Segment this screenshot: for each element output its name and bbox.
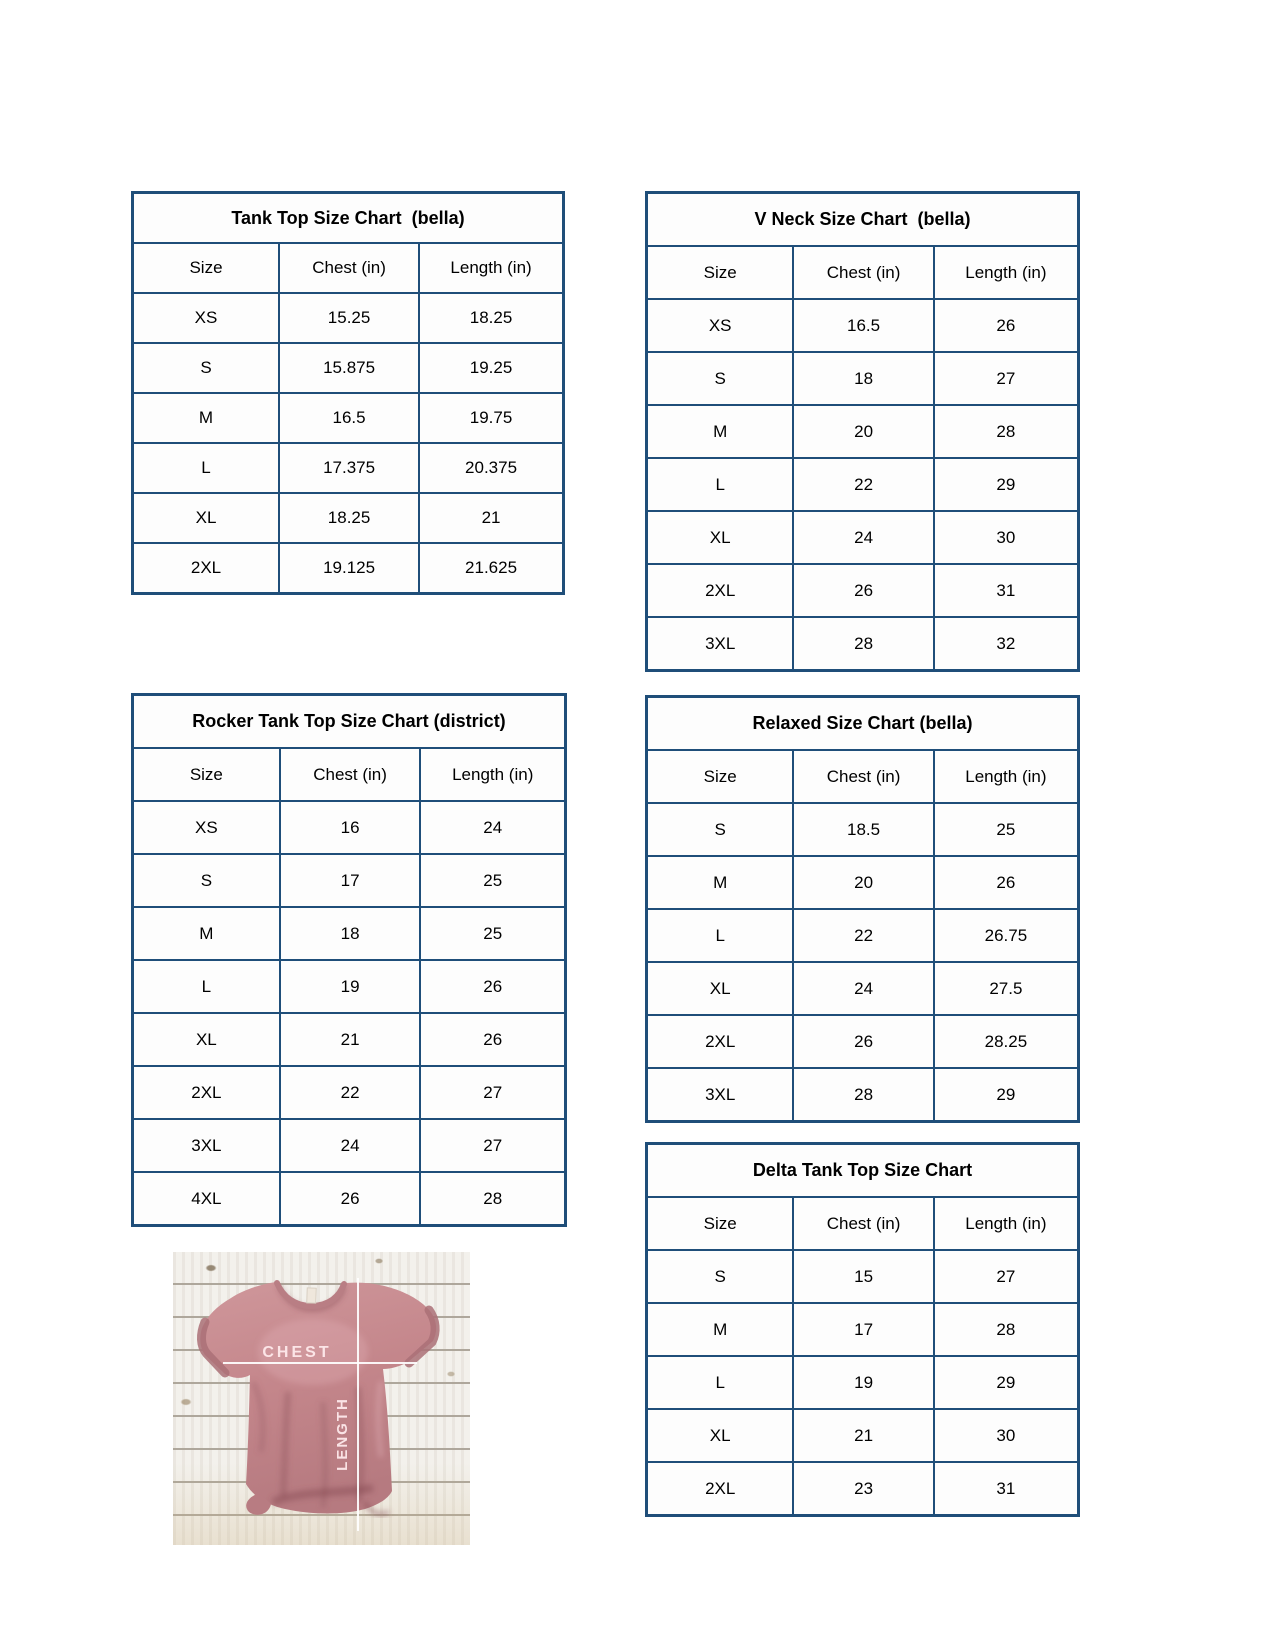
shirt-body <box>200 1282 436 1514</box>
table-row <box>133 493 564 543</box>
table-cell: 28.25 <box>934 1015 1079 1068</box>
table-cell: 31 <box>934 564 1079 617</box>
table-cell: 18.5 <box>793 803 933 856</box>
table-row <box>647 909 1079 962</box>
column-header: Length (in) <box>420 748 565 801</box>
table-row <box>647 405 1079 458</box>
table-row <box>647 617 1079 671</box>
column-header: Length (in) <box>419 243 563 293</box>
table-cell: 26 <box>934 299 1079 352</box>
tank-top-size-chart <box>131 191 565 595</box>
column-header: Chest (in) <box>280 748 421 801</box>
column-header: Length (in) <box>934 750 1079 803</box>
table-cell: 30 <box>934 1409 1079 1462</box>
table-cell: 27.5 <box>934 962 1079 1015</box>
table-cell: 21 <box>280 1013 421 1066</box>
table-cell: 28 <box>934 405 1079 458</box>
table-cell: 20 <box>793 856 933 909</box>
table-cell: 21 <box>419 493 563 543</box>
delta-tank-top-size-chart-table <box>645 1142 1080 1517</box>
table-cell: 18 <box>793 352 933 405</box>
table-row <box>647 1356 1079 1409</box>
table-cell: L <box>647 909 794 962</box>
table-cell: 3XL <box>647 617 794 671</box>
table-cell: 26 <box>793 564 933 617</box>
table-cell: 29 <box>934 1068 1079 1122</box>
column-header: Chest (in) <box>279 243 419 293</box>
table-cell: 31 <box>934 1462 1079 1516</box>
table-cell: 17.375 <box>279 443 419 493</box>
table-cell: 19.125 <box>279 543 419 594</box>
table-cell: XL <box>133 1013 280 1066</box>
table-row <box>133 443 564 493</box>
table-row <box>647 1462 1079 1516</box>
table-cell: 20.375 <box>419 443 563 493</box>
table-cell: 25 <box>420 907 565 960</box>
table-cell: 28 <box>420 1172 565 1226</box>
table-cell: 24 <box>280 1119 421 1172</box>
table-cell: 27 <box>934 352 1079 405</box>
rocker-tank-top-size-chart <box>131 693 567 1227</box>
table-cell: S <box>133 343 280 393</box>
table-cell: 22 <box>280 1066 421 1119</box>
table-cell: S <box>647 803 794 856</box>
table-cell: 22 <box>793 458 933 511</box>
delta-tank-top-size-chart <box>645 1142 1080 1517</box>
table-cell: 19 <box>793 1356 933 1409</box>
table-cell: 3XL <box>647 1068 794 1122</box>
chest-label: CHEST <box>262 1344 332 1361</box>
column-header: Chest (in) <box>793 246 933 299</box>
table-row <box>133 343 564 393</box>
table-row <box>133 1172 566 1226</box>
column-header: Length (in) <box>934 246 1079 299</box>
table-cell: L <box>133 443 280 493</box>
table-cell: 3XL <box>133 1119 280 1172</box>
table-cell: XS <box>647 299 794 352</box>
table-cell: M <box>647 405 794 458</box>
table-cell: 19.75 <box>419 393 563 443</box>
table-cell: 24 <box>420 801 565 854</box>
table-cell: M <box>133 907 280 960</box>
column-header: Size <box>647 750 794 803</box>
column-header: Size <box>133 748 280 801</box>
table-row <box>133 543 564 594</box>
table-row <box>133 1119 566 1172</box>
length-label: LENGTH <box>334 1397 351 1471</box>
table-cell: 16 <box>280 801 421 854</box>
table-cell: 23 <box>793 1462 933 1516</box>
table-row <box>647 564 1079 617</box>
table-cell: 28 <box>934 1303 1079 1356</box>
table-cell: 24 <box>793 511 933 564</box>
column-header: Size <box>647 246 794 299</box>
table-cell: XS <box>133 801 280 854</box>
table-cell: 27 <box>934 1250 1079 1303</box>
table-cell: 20 <box>793 405 933 458</box>
table-cell: S <box>647 1250 794 1303</box>
table-title: Relaxed Size Chart (bella) <box>647 697 1079 751</box>
table-cell: L <box>647 458 794 511</box>
table-title-row <box>647 1144 1079 1198</box>
column-header: Chest (in) <box>793 1197 933 1250</box>
table-cell: XL <box>647 511 794 564</box>
table-cell: 25 <box>934 803 1079 856</box>
column-header: Size <box>133 243 280 293</box>
table-row <box>133 907 566 960</box>
table-cell: 26 <box>934 856 1079 909</box>
table-cell: 27 <box>420 1119 565 1172</box>
table-title-row <box>133 695 566 749</box>
table-cell: 4XL <box>133 1172 280 1226</box>
table-row <box>647 1250 1079 1303</box>
table-row <box>647 856 1079 909</box>
table-cell: 2XL <box>133 543 280 594</box>
table-header-row <box>647 1197 1079 1250</box>
table-title: Rocker Tank Top Size Chart (district) <box>133 695 566 749</box>
table-cell: 19 <box>280 960 421 1013</box>
table-cell: 17 <box>793 1303 933 1356</box>
table-cell: 15.875 <box>279 343 419 393</box>
shirt-measurement-photo <box>173 1252 470 1545</box>
table-row <box>647 803 1079 856</box>
table-row <box>647 511 1079 564</box>
table-cell: 22 <box>793 909 933 962</box>
table-row <box>647 1303 1079 1356</box>
table-cell: 26.75 <box>934 909 1079 962</box>
table-title-row <box>647 193 1079 247</box>
v-neck-size-chart-table <box>645 191 1080 672</box>
table-header-row <box>647 246 1079 299</box>
table-cell: 2XL <box>647 1015 794 1068</box>
table-cell: S <box>133 854 280 907</box>
table-cell: 18.25 <box>279 493 419 543</box>
table-title-row <box>133 193 564 244</box>
table-cell: 29 <box>934 1356 1079 1409</box>
table-cell: XL <box>133 493 280 543</box>
table-cell: 2XL <box>133 1066 280 1119</box>
table-cell: 17 <box>280 854 421 907</box>
table-cell: 29 <box>934 458 1079 511</box>
table-cell: 26 <box>793 1015 933 1068</box>
table-title-row <box>647 697 1079 751</box>
table-title: Tank Top Size Chart (bella) <box>133 193 564 244</box>
table-row <box>133 854 566 907</box>
table-cell: 15.25 <box>279 293 419 343</box>
table-cell: 2XL <box>647 564 794 617</box>
table-row <box>647 1068 1079 1122</box>
table-title: Delta Tank Top Size Chart <box>647 1144 1079 1198</box>
table-cell: 26 <box>420 1013 565 1066</box>
table-header-row <box>133 243 564 293</box>
table-cell: 19.25 <box>419 343 563 393</box>
table-cell: 2XL <box>647 1462 794 1516</box>
column-header: Length (in) <box>934 1197 1079 1250</box>
table-cell: M <box>647 1303 794 1356</box>
table-cell: 25 <box>420 854 565 907</box>
table-cell: 26 <box>280 1172 421 1226</box>
table-cell: 28 <box>793 1068 933 1122</box>
relaxed-size-chart-table <box>645 695 1080 1123</box>
column-header: Size <box>647 1197 794 1250</box>
tank-top-size-chart-table <box>131 191 565 595</box>
table-header-row <box>133 748 566 801</box>
table-row <box>647 1409 1079 1462</box>
table-cell: 18 <box>280 907 421 960</box>
table-cell: M <box>133 393 280 443</box>
table-cell: 32 <box>934 617 1079 671</box>
rocker-tank-top-size-chart-table <box>131 693 567 1227</box>
table-row <box>647 962 1079 1015</box>
table-row <box>647 352 1079 405</box>
table-cell: 21.625 <box>419 543 563 594</box>
table-row <box>647 1015 1079 1068</box>
table-row <box>133 293 564 343</box>
table-cell: M <box>647 856 794 909</box>
table-cell: 27 <box>420 1066 565 1119</box>
table-cell: 26 <box>420 960 565 1013</box>
table-cell: 18.25 <box>419 293 563 343</box>
table-cell: XL <box>647 1409 794 1462</box>
neck-tag <box>307 1288 317 1303</box>
table-cell: 16.5 <box>793 299 933 352</box>
table-header-row <box>647 750 1079 803</box>
table-cell: 15 <box>793 1250 933 1303</box>
table-row <box>647 299 1079 352</box>
table-row <box>133 1066 566 1119</box>
table-row <box>133 1013 566 1066</box>
shirt-illustration <box>173 1252 470 1545</box>
table-cell: S <box>647 352 794 405</box>
table-cell: 24 <box>793 962 933 1015</box>
table-row <box>133 393 564 443</box>
table-row <box>133 960 566 1013</box>
table-cell: XS <box>133 293 280 343</box>
table-row <box>133 801 566 854</box>
v-neck-size-chart <box>645 191 1080 672</box>
column-header: Chest (in) <box>793 750 933 803</box>
table-title: V Neck Size Chart (bella) <box>647 193 1079 247</box>
table-cell: XL <box>647 962 794 1015</box>
table-cell: L <box>133 960 280 1013</box>
table-cell: L <box>647 1356 794 1409</box>
table-cell: 21 <box>793 1409 933 1462</box>
table-cell: 16.5 <box>279 393 419 443</box>
table-row <box>647 458 1079 511</box>
table-cell: 30 <box>934 511 1079 564</box>
relaxed-size-chart <box>645 695 1080 1123</box>
table-cell: 28 <box>793 617 933 671</box>
